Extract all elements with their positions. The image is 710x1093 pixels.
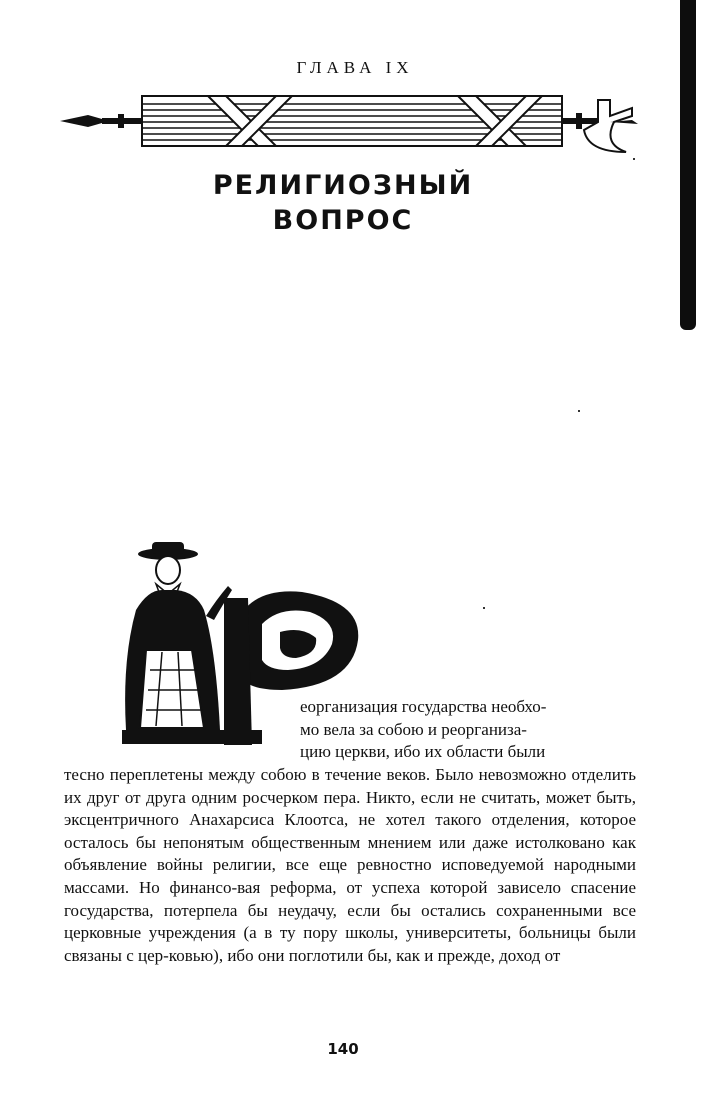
- lead-text: [300, 696, 636, 764]
- spear-axe-ornament: [58, 86, 640, 158]
- body-paragraph: тесно переплетены между собою в течение веков. Было невозможно отделить их друг от друга одним росчерком пера. Никто, если не считать, может быть, эксцентричного Анахарсиса Клоотса, не хотел такого отделения, которое осталось бы непонятым общественным мнением или даже истолковано как объявление войны религии, все еще ревностно исповедуемой народными массами. Но финансо-вая реформа, от успеха которой зависело спасение государства, потерпела бы неудачу, если бы остались сохраненными все церковные учреждения (а в ту пору школы, университеты, больницы были связаны с цер-ковью), ибо они поглотили бы, как и прежде, доход от: [64, 765, 636, 965]
- lead-line-1: еорганизация государства необхо-: [300, 697, 547, 716]
- chapter-label: ГЛАВА IX: [296, 58, 414, 77]
- title-line-2: ВОПРОС: [272, 205, 414, 236]
- scan-speck: [633, 158, 635, 160]
- scan-speck: [483, 607, 485, 609]
- scan-edge-shadow: [680, 0, 696, 330]
- chapter-title: [0, 168, 686, 238]
- title-line-1: РЕЛИГИОЗНЫЙ: [212, 170, 474, 201]
- lead-line-2: мо вела за собою и реорганиза-: [300, 719, 527, 739]
- page-number: 140: [327, 1040, 359, 1058]
- lead-line-3: цию церкви, ибо их области были: [300, 742, 546, 762]
- scan-speck: [578, 410, 580, 412]
